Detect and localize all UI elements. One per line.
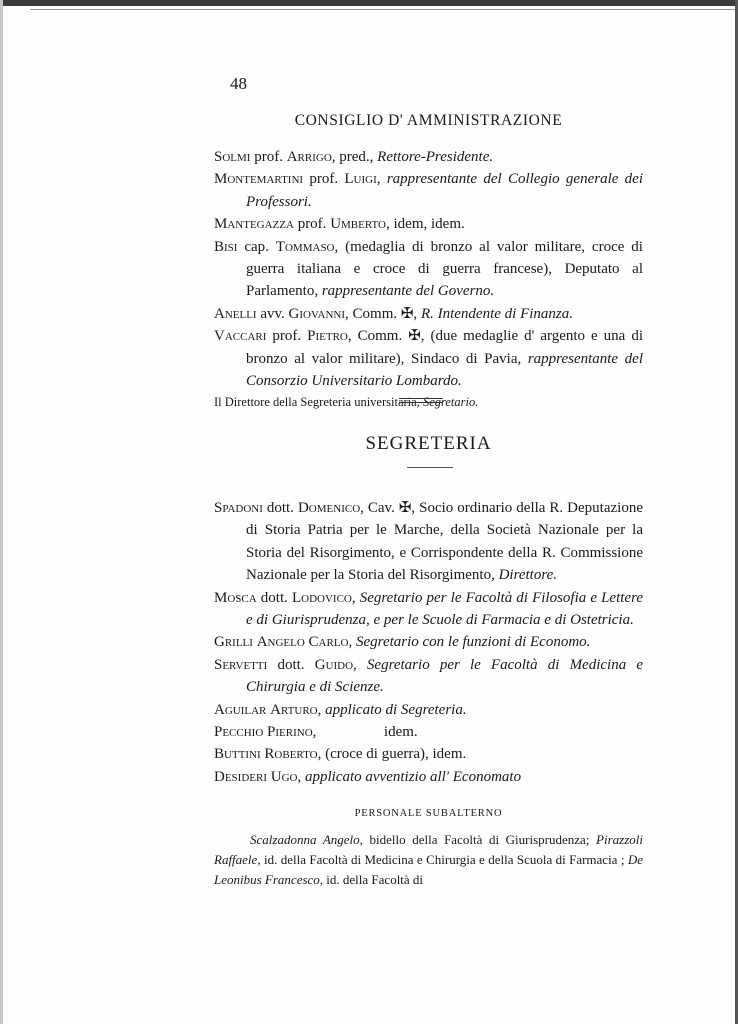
- first-name: Roberto: [264, 746, 318, 763]
- section-divider: [399, 402, 443, 403]
- list-item: Anelli avv. Giovanni, Comm. ✠, R. Intendente di Finanza.: [214, 305, 573, 322]
- list-item: Pecchio Pierino, idem.: [214, 724, 418, 741]
- consiglio-list: [214, 146, 643, 412]
- personale-paragraph: Scalzadonna Angelo, bidello della Facoltà di Giurisprudenza; Pirazzoli Raffaele, id. della Facoltà di Medicina e Chirurgia e della Scuola di Farmacia ; De Leonibus Francesco, id. della Facoltà di: [214, 832, 643, 887]
- role: rappresentante del Collegio generale dei Professori.: [246, 171, 644, 210]
- role: applicato di Segreteria.: [325, 701, 467, 718]
- role: Segretario con le funzioni di Economo.: [356, 634, 591, 651]
- consiglio-footer: Il Direttore della Segreteria universitaria, Segretario.: [214, 395, 479, 410]
- surname: Aguilar: [214, 701, 267, 718]
- section-divider: [399, 398, 443, 399]
- personale-heading: PERSONALE SUBALTERNO: [354, 808, 503, 819]
- heading-underline: [407, 467, 453, 468]
- surname: Anelli: [214, 305, 257, 322]
- first-name: Luigi: [344, 171, 377, 188]
- surname: Pecchio: [214, 724, 264, 741]
- first-name: Guido: [314, 656, 354, 673]
- first-name: Ugo: [270, 768, 298, 785]
- first-name: Lodovico: [291, 589, 352, 606]
- surname: Vaccari: [214, 328, 267, 345]
- role: rappresentante del Governo.: [321, 283, 495, 300]
- top-thin-rule: [30, 9, 738, 10]
- surname: Servetti: [214, 656, 268, 673]
- list-item: Mosca dott. Lodovico, Segretario per le Facoltà di Filosofia e Lettere e di Giurisprudenza, e per le Scuole di Farmacia e di Ostetricia.: [214, 589, 644, 629]
- surname: Bisi: [214, 238, 238, 255]
- role: rappresentante del Consorzio Universitario Lombardo.: [246, 350, 643, 390]
- first-name: Giovanni: [288, 305, 346, 322]
- surname: Spadoni: [214, 500, 263, 516]
- consiglio-heading: CONSIGLIO D' AMMINISTRAZIONE: [294, 112, 563, 129]
- list-item: Aguilar Arturo, applicato di Segreteria.: [214, 701, 467, 718]
- list-item: Buttini Roberto, (croce di guerra), idem.: [214, 746, 467, 763]
- surname: Solmi: [214, 149, 251, 165]
- first-name: Arturo: [270, 701, 318, 718]
- list-item: Montemartini prof. Luigi, rappresentante del Collegio generale dei Professori.: [214, 171, 644, 210]
- page-number: 48: [230, 74, 247, 93]
- role: Rettore-Presidente.: [377, 149, 494, 165]
- surname: Mantegazza: [214, 216, 294, 233]
- list-item: Solmi prof. Arrigo, pred., Rettore-Presidente.: [214, 149, 494, 165]
- surname: Grilli: [214, 634, 253, 651]
- left-page-edge: [0, 0, 3, 1024]
- list-item: Vaccari prof. Pietro, Comm. ✠, (due medaglie d' argento e una di bronzo al valor militare), Sindaco di Pavia, rappresentante del Consorzio Universitario Lombardo.: [214, 328, 643, 390]
- segreteria-heading: SEGRETERIA: [365, 433, 492, 454]
- first-name: Pierino: [267, 724, 313, 741]
- list-item: Grilli Angelo Carlo, Segretario con le funzioni di Economo.: [214, 634, 591, 651]
- surname: Mosca: [214, 589, 257, 606]
- role: Segretario per le Facoltà di Filosofia e Lettere e di Giurisprudenza, e per le Scuole di Farmacia e di Ostetricia.: [246, 589, 644, 629]
- list-item: Desideri Ugo, applicato avventizio all' Economato: [214, 768, 522, 785]
- surname: Buttini: [214, 746, 261, 763]
- role: applicato avventizio all' Economato: [304, 768, 522, 785]
- list-item: Mantegazza prof. Umberto, idem, idem.: [214, 216, 465, 233]
- role: Segretario per le Facoltà di Medicina e Chirurgia e di Scienze.: [246, 656, 644, 696]
- first-name: Tommaso: [275, 238, 335, 255]
- first-name: Umberto: [330, 216, 386, 233]
- surname: Desideri: [214, 768, 267, 785]
- top-border-rule: [0, 0, 738, 6]
- surname: Montemartini: [214, 171, 304, 188]
- first-name: Pietro: [307, 328, 348, 345]
- first-name: Angelo Carlo: [256, 634, 349, 651]
- role: Direttore.: [498, 567, 558, 584]
- role: R. Intendente di Finanza.: [420, 305, 573, 322]
- first-name: Arrigo: [286, 149, 332, 165]
- list-item: Bisi cap. Tommaso, (medaglia di bronzo al valor militare, croce di guerra italiana e croce di guerra francese), Deputato al Parlamento, rappresentante del Governo.: [214, 238, 643, 300]
- segreteria-list: [214, 497, 643, 788]
- first-name: Domenico: [297, 500, 361, 516]
- list-item: Spadoni dott. Domenico, Cav. ✠, Socio ordinario della R. Deputazione di Storia Patria per le Marche, della Società Nazionale per la Storia del Risorgimento, e Corrispondente della R. Commissione Nazionale per la Storia del Risorgimento, Direttore.: [214, 500, 643, 584]
- list-item: Servetti dott. Guido, Segretario per le Facoltà di Medicina e Chirurgia e di Scienze.: [214, 656, 644, 696]
